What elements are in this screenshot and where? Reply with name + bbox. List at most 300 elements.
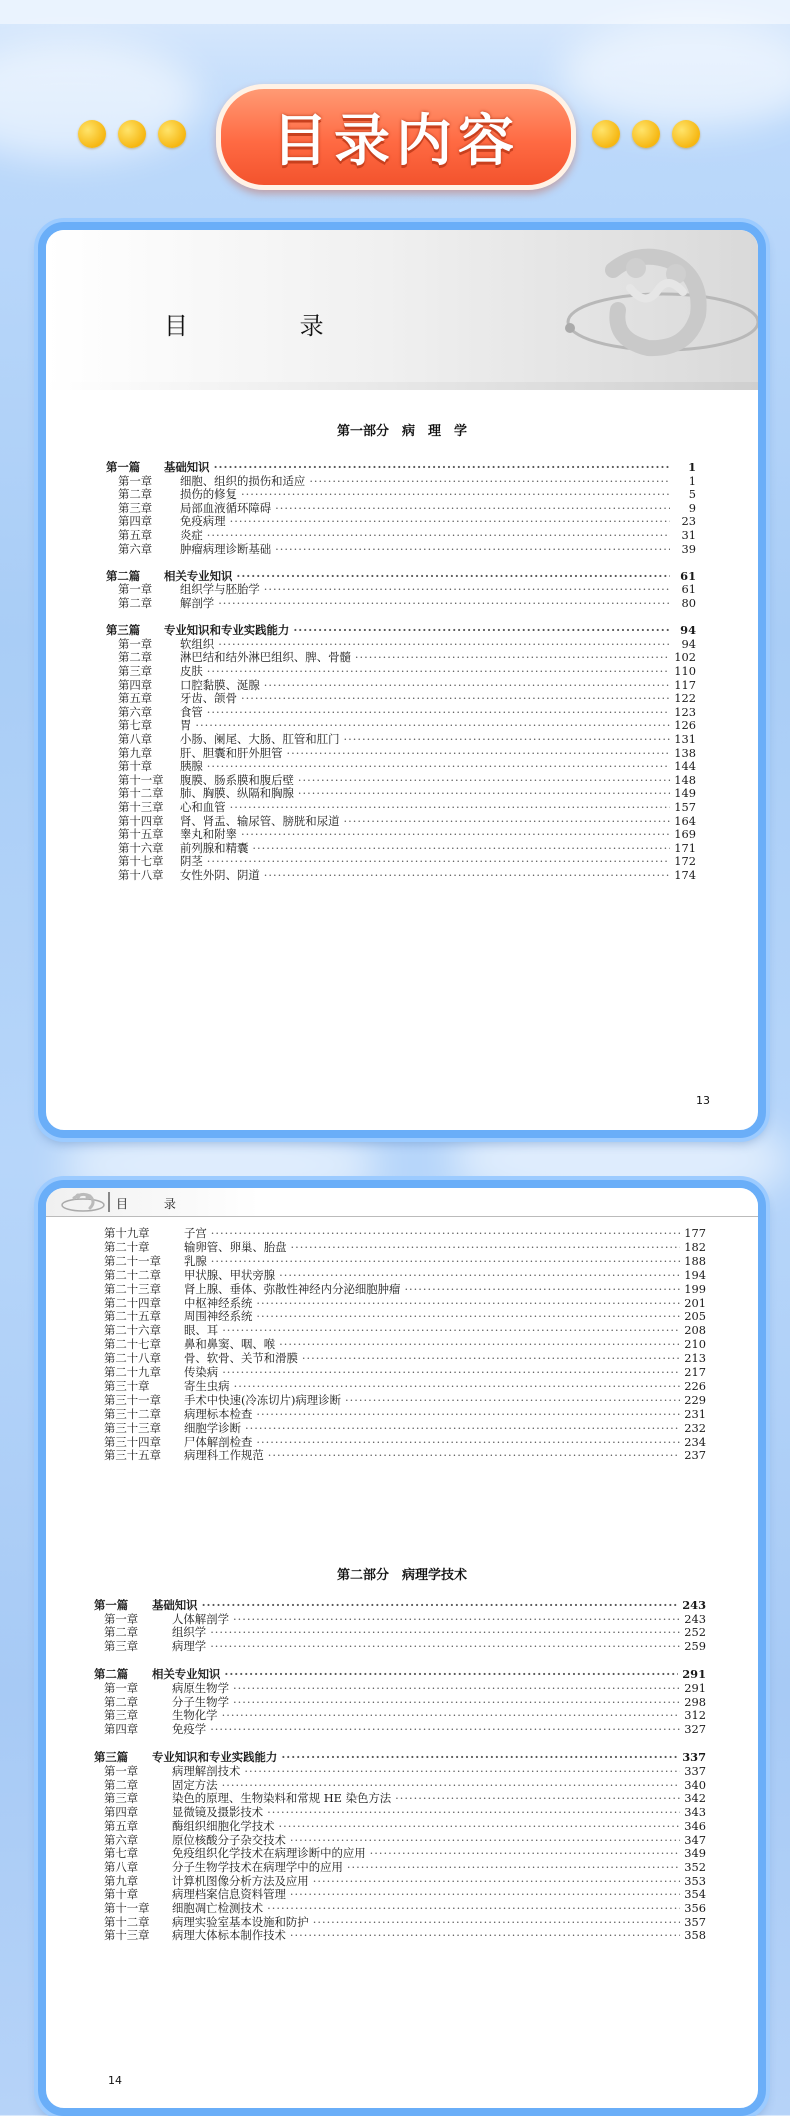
toc-entry-number: 第四章 — [118, 514, 153, 529]
toc-entry-title: 原位核酸分子杂交技术 — [172, 1832, 286, 1847]
toc-chapter-row — [118, 773, 696, 787]
toc-entry-number: 第三章 — [118, 664, 153, 678]
toc-entry-page: 357 — [684, 1914, 706, 1929]
toc-entry-page: 298 — [684, 1694, 706, 1709]
toc-leader-dots — [241, 827, 670, 841]
toc-entry-page: 117 — [674, 677, 696, 692]
toc-entry-title: 细胞、组织的损伤和适应 — [180, 473, 306, 488]
header-title: 目 录 — [164, 312, 376, 340]
toc-chapter-row — [118, 841, 696, 855]
toc-entry-page: 169 — [674, 827, 696, 842]
toc-chapter-row — [104, 1407, 706, 1421]
medical-logo-icon — [518, 230, 758, 390]
toc-chapter-row — [104, 1928, 706, 1942]
toc-entry-page: 171 — [674, 840, 696, 855]
toc-entry-number: 第十四章 — [118, 813, 164, 828]
toc-section-row — [106, 460, 696, 474]
toc-entry-number: 第三章 — [104, 1791, 139, 1806]
toc-section-row — [94, 1667, 706, 1681]
toc-entry-title: 生物化学 — [172, 1708, 218, 1723]
toc-entry-number: 第十章 — [118, 759, 153, 774]
toc-chapter-row — [118, 691, 696, 705]
toc-entry-page: 213 — [684, 1351, 706, 1366]
toc-leader-dots — [230, 514, 670, 528]
toc-leader-dots — [279, 1337, 680, 1351]
toc-entry-title: 相关专业知识 — [152, 1667, 221, 1682]
toc-chapter-row — [104, 1778, 706, 1792]
toc-entry-title: 病理学 — [172, 1639, 207, 1654]
toc-page-13 — [38, 222, 766, 1138]
toc-entry-number: 第三十章 — [104, 1378, 150, 1393]
toc-leader-dots — [211, 1226, 680, 1240]
toc-entry-title: 输卵管、卵巢、胎盘 — [184, 1239, 287, 1254]
toc-chapter-row — [104, 1805, 706, 1819]
toc-entry-page: 346 — [684, 1818, 706, 1833]
toc-entry-number: 第三十四章 — [104, 1434, 161, 1449]
toc-entry-number: 第十二章 — [104, 1914, 150, 1929]
toc-entry-page: 5 — [688, 487, 696, 502]
toc-leader-dots — [210, 1639, 680, 1653]
toc-entry-title: 分子生物学技术在病理学中的应用 — [172, 1859, 343, 1874]
toc-entry-title: 肺、胸膜、纵隔和胸腺 — [180, 786, 294, 801]
page-number: 14 — [108, 2074, 122, 2087]
toc-entry-title: 小肠、阑尾、大肠、肛管和肛门 — [180, 732, 340, 746]
toc-entry-title: 病理科工作规范 — [184, 1448, 264, 1463]
toc-entry-page: 353 — [684, 1873, 706, 1888]
toc-chapter-row — [104, 1860, 706, 1874]
toc-entry-page: 352 — [684, 1859, 706, 1874]
decor-dots-left — [78, 120, 186, 148]
toc-leader-dots — [293, 623, 670, 637]
toc-entry-number: 第十一章 — [104, 1901, 150, 1915]
toc-section-row — [94, 1598, 706, 1612]
toc-leader-dots — [290, 1928, 680, 1942]
toc-chapter-row — [104, 1421, 706, 1435]
toc-leader-dots — [252, 841, 670, 855]
toc-entry-title: 寄生虫病 — [184, 1378, 230, 1393]
toc-entry-title: 基础知识 — [152, 1598, 198, 1612]
toc-entry-title: 病理大体标本制作技术 — [172, 1928, 286, 1943]
toc-entry-title: 皮肤 — [180, 664, 203, 678]
toc-entry-page: 122 — [674, 691, 696, 706]
toc-entry-title: 阴茎 — [180, 854, 203, 869]
toc-entry-page: 131 — [674, 732, 696, 746]
toc-chapter-row — [104, 1791, 706, 1805]
toc-chapter-row — [118, 596, 696, 610]
toc-entry-page: 231 — [684, 1406, 706, 1421]
toc-leader-dots — [236, 569, 670, 583]
toc-leader-dots — [264, 868, 670, 882]
toc-leader-dots — [210, 1722, 680, 1736]
toc-entry-page: 237 — [684, 1448, 706, 1463]
toc-entry-page: 343 — [684, 1805, 706, 1820]
toc-section-row — [106, 623, 696, 637]
toc-chapter-row — [104, 1309, 706, 1323]
toc-entry-page: 340 — [684, 1777, 706, 1792]
toc-entry-page: 205 — [684, 1309, 706, 1324]
toc-entry-number: 第一篇 — [94, 1598, 129, 1612]
toc-entry-number: 第二十五章 — [104, 1309, 161, 1324]
toc-leader-dots — [267, 1805, 680, 1819]
toc-chapter-row — [104, 1874, 706, 1888]
toc-leader-dots — [281, 1750, 678, 1764]
toc-entry-page: 354 — [684, 1887, 706, 1902]
toc-entry-page: 234 — [684, 1434, 706, 1449]
toc-entry-page: 243 — [684, 1611, 706, 1626]
toc-chapter-row — [104, 1268, 706, 1282]
toc-entry-number: 第一篇 — [106, 460, 141, 474]
toc-leader-dots — [207, 528, 670, 542]
toc-entry-number: 第二十六章 — [104, 1323, 161, 1338]
toc-entry-page: 23 — [681, 514, 696, 529]
toc-leader-dots — [224, 1667, 678, 1681]
toc-chapter-row — [118, 637, 696, 651]
part-title: 第一部分 病 理 学 — [336, 424, 467, 439]
toc-entry-number: 第三篇 — [94, 1750, 129, 1765]
toc-chapter-row — [118, 732, 696, 746]
toc-leader-dots — [290, 1833, 680, 1847]
toc-leader-dots — [210, 1625, 680, 1639]
toc-leader-dots — [302, 1351, 680, 1365]
toc-entry-number: 第二章 — [104, 1625, 139, 1640]
toc-entry-title: 局部血液循环障碍 — [180, 500, 272, 515]
toc-leader-dots — [345, 1393, 680, 1407]
toc-leader-dots — [234, 1379, 680, 1393]
toc-entry-title: 甲状腺、甲状旁腺 — [184, 1267, 276, 1282]
toc-entry-title: 手术中快速(冷冻切片)病理诊断 — [184, 1392, 341, 1407]
toc-entry-page: 1 — [688, 473, 696, 488]
toc-chapter-row — [118, 705, 696, 719]
toc-entry-title: 口腔黏膜、涎腺 — [180, 677, 260, 692]
toc-entry-page: 347 — [684, 1832, 706, 1847]
toc-entry-number: 第八章 — [118, 732, 153, 746]
toc-chapter-row — [118, 800, 696, 814]
toc-entry-number: 第一章 — [118, 473, 153, 488]
toc-chapter-row — [104, 1282, 706, 1296]
toc-leader-dots — [222, 1708, 680, 1722]
toc-entry-page: 201 — [684, 1295, 706, 1310]
toc-entry-number: 第六章 — [118, 541, 153, 556]
toc-leader-dots — [279, 1268, 680, 1282]
toc-chapter-row — [104, 1393, 706, 1407]
toc-entry-page: 9 — [688, 500, 696, 515]
toc-entry-number: 第三十五章 — [104, 1448, 161, 1463]
toc-entry-number: 第四章 — [118, 677, 153, 692]
toc-chapter-row — [118, 664, 696, 678]
toc-chapter-row — [118, 514, 696, 528]
toc-entry-number: 第五章 — [118, 691, 153, 706]
decor-dots-right — [592, 120, 700, 148]
toc-entry-number: 第八章 — [104, 1859, 139, 1874]
toc-entry-title: 组织学与胚胎学 — [180, 582, 260, 597]
toc-entry-page: 123 — [674, 704, 696, 719]
header-title: 目 录 — [116, 1197, 192, 1211]
toc-entry-title: 骨、软骨、关节和滑膜 — [184, 1351, 298, 1366]
toc-leader-dots — [214, 460, 670, 474]
toc-chapter-row — [104, 1901, 706, 1915]
toc-entry-number: 第二章 — [118, 650, 153, 665]
toc-entry-number: 第二十一章 — [104, 1253, 161, 1268]
toc-entry-page: 327 — [684, 1722, 706, 1737]
toc-entry-page: 342 — [684, 1791, 706, 1806]
toc-entry-title: 胰腺 — [180, 759, 203, 774]
toc-leader-dots — [222, 1323, 680, 1337]
toc-entry-page: 1 — [688, 460, 696, 474]
toc-entry-page: 174 — [674, 868, 696, 882]
toc-entry-title: 肝、胆囊和肝外胆管 — [180, 745, 283, 760]
toc-entry-page: 172 — [674, 854, 696, 869]
toc-entry-number: 第二章 — [118, 596, 153, 610]
toc-chapter-row — [104, 1695, 706, 1709]
toc-entry-page: 210 — [684, 1337, 706, 1352]
toc-entry-number: 第一章 — [118, 582, 153, 597]
toc-chapter-row — [104, 1296, 706, 1310]
toc-leader-dots — [347, 1860, 680, 1874]
toc-chapter-row — [104, 1639, 706, 1653]
toc-entry-title: 专业知识和专业实践能力 — [164, 623, 290, 638]
toc-entry-page: 94 — [680, 623, 696, 638]
toc-entry-title: 女性外阴、阴道 — [180, 868, 260, 882]
toc-leader-dots — [202, 1598, 679, 1612]
toc-leader-dots — [404, 1282, 680, 1296]
toc-entry-page: 149 — [674, 786, 696, 801]
toc-entry-page: 252 — [684, 1625, 706, 1640]
toc-chapter-row — [104, 1887, 706, 1901]
toc-entry-page: 102 — [674, 650, 696, 665]
medical-logo-icon — [60, 1190, 106, 1214]
toc-leader-dots — [264, 582, 670, 596]
toc-leader-dots — [241, 487, 670, 501]
toc-entry-title: 牙齿、颌骨 — [180, 691, 237, 706]
toc-leader-dots — [298, 773, 670, 787]
toc-entry-number: 第二篇 — [106, 568, 141, 583]
toc-entry-number: 第五章 — [104, 1818, 139, 1833]
toc-entry-page: 94 — [681, 636, 696, 651]
toc-entry-title: 病理标本检查 — [184, 1406, 253, 1421]
toc-leader-dots — [222, 1778, 680, 1792]
toc-entry-title: 鼻和鼻窦、咽、喉 — [184, 1337, 276, 1352]
toc-leader-dots — [291, 1240, 680, 1254]
toc-entry-number: 第三十三章 — [104, 1420, 161, 1435]
toc-leader-dots — [218, 637, 670, 651]
toc-chapter-row — [104, 1708, 706, 1722]
toc-chapter-row — [104, 1764, 706, 1778]
toc-entry-number: 第二章 — [118, 487, 153, 502]
toc-entry-title: 病理解剖技术 — [172, 1764, 241, 1778]
toc-leader-dots — [233, 1695, 680, 1709]
toc-entry-page: 259 — [684, 1639, 706, 1654]
toc-entry-number: 第一章 — [104, 1764, 139, 1778]
toc-entry-number: 第一章 — [104, 1681, 139, 1695]
toc-chapter-row — [104, 1819, 706, 1833]
toc-entry-number: 第二十二章 — [104, 1267, 161, 1282]
toc-chapter-row — [104, 1915, 706, 1929]
toc-entry-title: 分子生物学 — [172, 1694, 229, 1709]
toc-chapter-row — [118, 501, 696, 515]
toc-entry-page: 199 — [684, 1281, 706, 1296]
toc-chapter-row — [118, 759, 696, 773]
toc-page-14 — [38, 1180, 766, 2116]
toc-leader-dots — [256, 1435, 680, 1449]
toc-entry-page: 194 — [684, 1267, 706, 1282]
toc-entry-number: 第二十四章 — [104, 1295, 161, 1310]
toc-entry-number: 第九章 — [104, 1873, 139, 1888]
toc-entry-page: 148 — [674, 772, 696, 787]
toc-entry-page: 39 — [681, 541, 696, 556]
toc-leader-dots — [268, 1448, 680, 1462]
toc-entry-number: 第十三章 — [104, 1928, 150, 1943]
toc-entry-title: 免疫组织化学技术在病理诊断中的应用 — [172, 1846, 366, 1861]
toc-entry-title: 乳腺 — [184, 1253, 207, 1268]
toc-chapter-row — [104, 1240, 706, 1254]
toc-entry-page: 208 — [684, 1323, 706, 1338]
toc-entry-page: 138 — [674, 745, 696, 760]
toc-entry-number: 第十章 — [104, 1887, 139, 1902]
toc-entry-number: 第三十一章 — [104, 1392, 161, 1407]
toc-leader-dots — [395, 1791, 680, 1805]
toc-chapter-row — [118, 487, 696, 501]
toc-entry-title: 软组织 — [180, 636, 215, 651]
toc-entry-title: 免疫病理 — [180, 514, 226, 529]
toc-entry-title: 计算机图像分析方法及应用 — [172, 1873, 309, 1888]
toc-leader-dots — [245, 1421, 680, 1435]
toc-leader-dots — [256, 1296, 680, 1310]
toc-entry-title: 睾丸和附睾 — [180, 827, 237, 842]
toc-leader-dots — [343, 732, 670, 746]
toc-entry-page: 337 — [682, 1750, 706, 1765]
toc-entry-number: 第三章 — [118, 500, 153, 515]
toc-entry-page: 229 — [684, 1392, 706, 1407]
toc-entry-title: 传染病 — [184, 1365, 219, 1379]
toc-chapter-row — [118, 746, 696, 760]
toc-entry-page: 126 — [674, 718, 696, 733]
toc-entry-title: 病理实验室基本设施和防护 — [172, 1914, 309, 1929]
toc-entry-page: 144 — [674, 759, 696, 774]
toc-entry-number: 第九章 — [118, 745, 153, 760]
toc-entry-number: 第七章 — [118, 718, 153, 733]
toc-leader-dots — [343, 814, 670, 828]
toc-chapter-row — [118, 854, 696, 868]
toc-chapter-row — [118, 868, 696, 882]
toc-entry-title: 固定方法 — [172, 1777, 218, 1792]
toc-leader-dots — [298, 786, 670, 800]
toc-chapter-row — [118, 786, 696, 800]
toc-leader-dots — [287, 746, 670, 760]
toc-leader-dots — [195, 718, 670, 732]
toc-entry-title: 眼、耳 — [184, 1323, 219, 1338]
toc-entry-page: 217 — [684, 1365, 706, 1379]
toc-entry-page: 356 — [684, 1901, 706, 1915]
toc-entry-number: 第十二章 — [118, 786, 164, 801]
toc-chapter-row — [104, 1612, 706, 1626]
toc-entry-number: 第三篇 — [106, 623, 141, 638]
toc-chapter-row — [118, 474, 696, 488]
toc-entry-title: 解剖学 — [180, 596, 215, 610]
toc-leader-dots — [230, 800, 670, 814]
toc-leader-dots — [256, 1309, 680, 1323]
toc-entry-title: 组织学 — [172, 1625, 207, 1640]
toc-leader-dots — [207, 664, 670, 678]
toc-entry-page: 31 — [681, 528, 696, 542]
toc-leader-dots — [290, 1887, 680, 1901]
toc-entry-number: 第五章 — [118, 528, 153, 542]
toc-entry-page: 188 — [684, 1253, 706, 1268]
toc-entry-title: 肿瘤病理诊断基础 — [180, 541, 272, 556]
toc-entry-number: 第三章 — [104, 1708, 139, 1723]
toc-entry-page: 61 — [680, 568, 696, 583]
toc-chapter-row — [104, 1833, 706, 1847]
toc-chapter-row — [104, 1625, 706, 1639]
toc-entry-title: 心和血管 — [180, 800, 226, 814]
toc-entry-number: 第二十八章 — [104, 1351, 161, 1366]
toc-chapter-row — [118, 827, 696, 841]
toc-chapter-row — [104, 1722, 706, 1736]
toc-entry-number: 第十一章 — [118, 772, 164, 787]
toc-entry-page: 349 — [684, 1846, 706, 1861]
toc-entry-title: 子宫 — [184, 1226, 207, 1240]
toc-entry-number: 第六章 — [118, 704, 153, 719]
toc-chapter-row — [104, 1351, 706, 1365]
toc-entry-title: 肾上腺、垂体、弥散性神经内分泌细胞肿瘤 — [184, 1281, 401, 1296]
toc-entry-title: 显微镜及摄影技术 — [172, 1805, 264, 1820]
toc-entry-title: 相关专业知识 — [164, 568, 233, 583]
toc-entry-page: 312 — [684, 1708, 706, 1723]
toc-section-row — [94, 1750, 706, 1764]
toc-entry-title: 细胞凋亡检测技术 — [172, 1901, 264, 1915]
toc-entry-number: 第二章 — [104, 1694, 139, 1709]
toc-entry-title: 免疫学 — [172, 1722, 207, 1737]
toc-entry-title: 细胞学诊断 — [184, 1420, 241, 1435]
toc-entry-number: 第七章 — [104, 1846, 139, 1861]
toc-leader-dots — [256, 1407, 680, 1421]
toc-leader-dots — [275, 542, 670, 556]
toc-chapter-row — [104, 1681, 706, 1695]
toc-entry-number: 第二十九章 — [104, 1365, 161, 1379]
toc-entry-page: 80 — [681, 596, 696, 610]
toc-leader-dots — [233, 1681, 680, 1695]
toc-chapter-row — [104, 1337, 706, 1351]
toc-chapter-row — [104, 1435, 706, 1449]
toc-entry-number: 第二章 — [104, 1777, 139, 1792]
toc-entry-number: 第二十七章 — [104, 1337, 161, 1352]
toc-entry-number: 第二十章 — [104, 1239, 150, 1254]
toc-leader-dots — [355, 650, 670, 664]
toc-leader-dots — [207, 759, 670, 773]
toc-entry-page: 337 — [684, 1764, 706, 1778]
toc-entry-page: 110 — [674, 664, 696, 678]
toc-leader-dots — [264, 678, 670, 692]
toc-entry-title: 前列腺和精囊 — [180, 840, 249, 855]
page-header — [46, 230, 758, 390]
toc-entry-title: 专业知识和专业实践能力 — [152, 1750, 278, 1765]
toc-entry-title: 淋巴结和结外淋巴组织、脾、骨髓 — [180, 650, 351, 665]
toc-entry-number: 第十三章 — [118, 800, 164, 814]
toc-chapter-row — [104, 1365, 706, 1379]
toc-entry-number: 第四章 — [104, 1722, 139, 1737]
toc-entry-number: 第十九章 — [104, 1226, 150, 1240]
toc-entry-number: 第一章 — [118, 636, 153, 651]
toc-leader-dots — [279, 1819, 680, 1833]
toc-leader-dots — [267, 1901, 680, 1915]
toc-leader-dots — [309, 474, 670, 488]
banner-title: 目录内容 — [272, 109, 520, 174]
toc-entry-number: 第四章 — [104, 1805, 139, 1820]
toc-entry-page: 291 — [682, 1667, 706, 1682]
toc-leader-dots — [207, 705, 670, 719]
toc-chapter-row — [104, 1254, 706, 1268]
toc-entry-page: 61 — [681, 582, 696, 597]
toc-chapter-row — [104, 1448, 706, 1462]
